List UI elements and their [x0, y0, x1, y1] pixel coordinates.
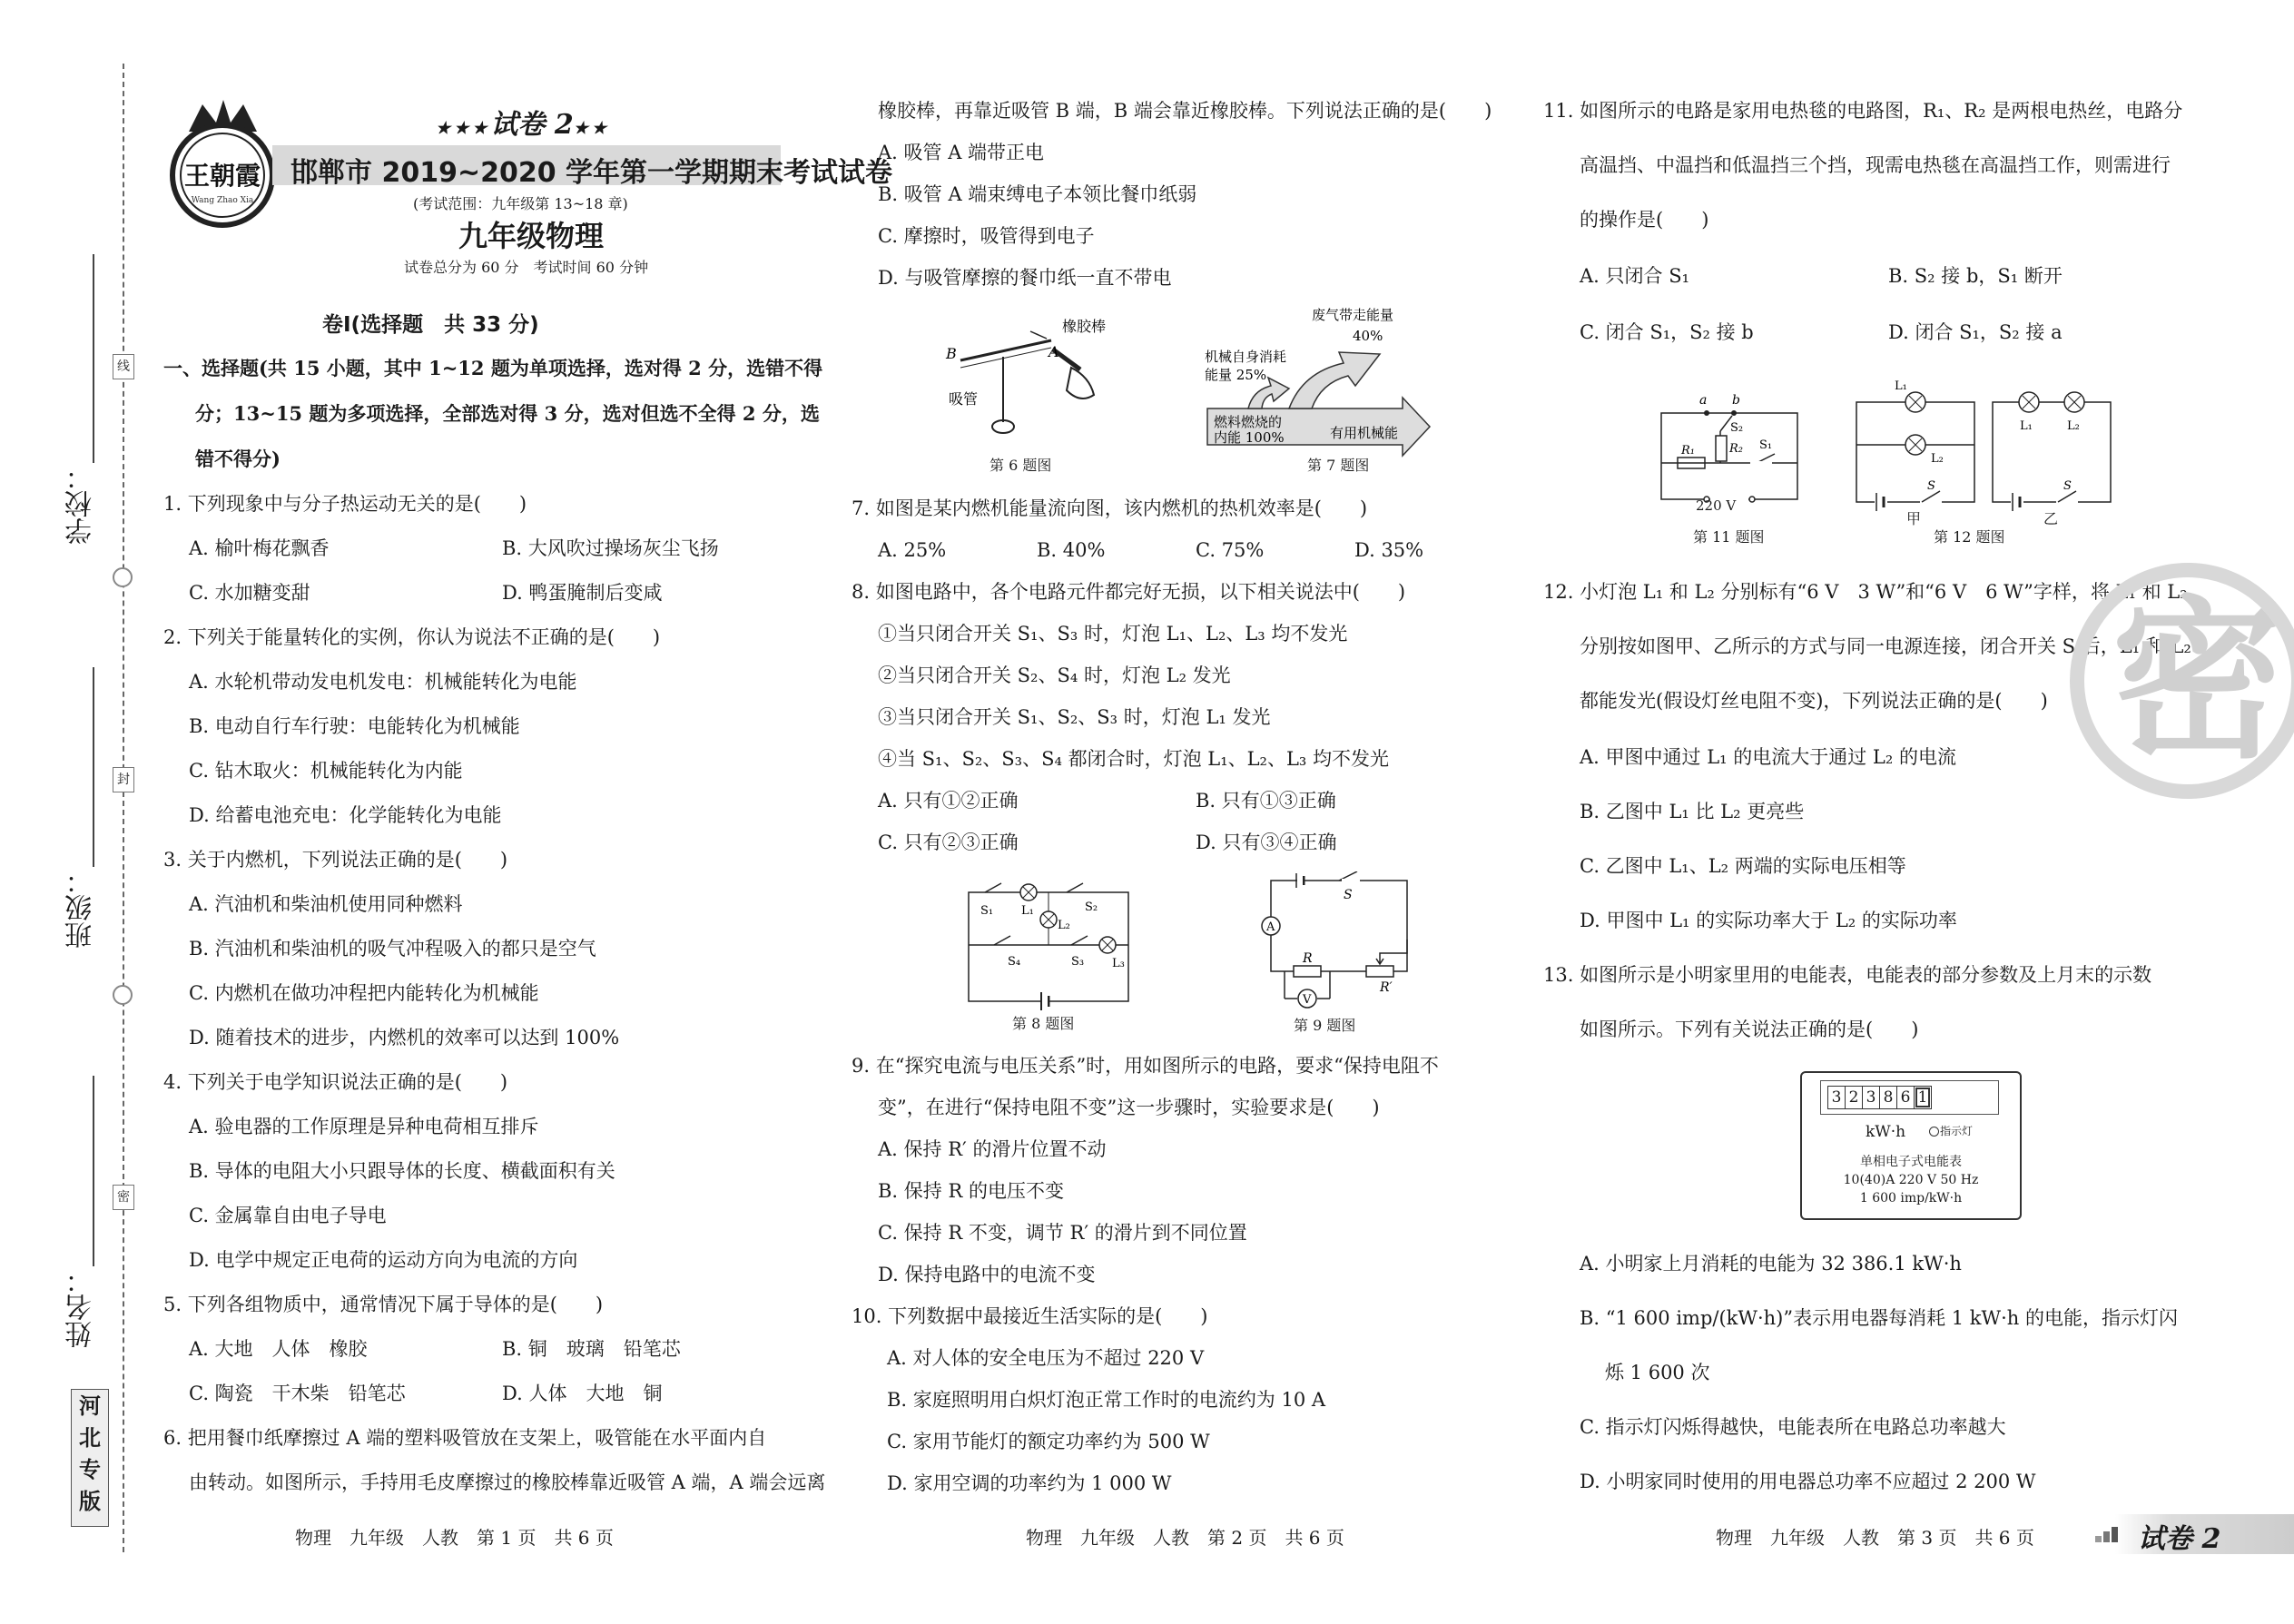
fig12-jia-l2: L₂ [1931, 452, 1944, 466]
publisher-logo [162, 95, 284, 231]
fig6-b-label: B [946, 345, 957, 362]
question-stem: 13. 如图所示是小明家里用的电能表，电能表的部分参数及上月末的示数 [1543, 964, 2152, 986]
fig6-rod-label: 橡胶棒 [1062, 318, 1107, 335]
fig12-yi-s: S [2063, 479, 2072, 493]
figure-7 [1203, 300, 1466, 472]
option-d[interactable]: D. 甲图中 L₁ 的实际功率大于 L₂ 的实际功率 [1580, 910, 1957, 931]
watermark-char: 密 [2112, 579, 2285, 782]
section-instructions: 分；13~15 题为多项选择，全部选对得 3 分，选对但选不全得 2 分，选 [195, 402, 820, 425]
option-c[interactable]: C. 金属靠自由电子导电 [189, 1205, 387, 1226]
fig8-l2: L₂ [1058, 919, 1070, 932]
electric-meter [1800, 1071, 2022, 1220]
option-c[interactable]: C. 内燃机在做功冲程把内能转化为机械能 [189, 982, 539, 1004]
class-line [93, 667, 94, 867]
option-d[interactable]: D. 随着技术的进步，内燃机的效率可以达到 100% [189, 1027, 620, 1048]
fig11-voltage: 220 V [1696, 497, 1737, 514]
option-c[interactable]: C. 保持 R 不变，调节 R′ 的滑片到不同位置 [878, 1222, 1247, 1244]
option-a[interactable]: A. 保持 R′ 的滑片位置不动 [878, 1138, 1107, 1160]
fig7-exhaust-label: 废气带走能量 [1312, 307, 1394, 323]
option-c[interactable]: C. 乙图中 L₁、L₂ 两端的实际电压相等 [1580, 855, 1906, 877]
option-c[interactable]: C. 指示灯闪烁得越快，电能表所在电路总功率越大 [1580, 1416, 2006, 1438]
option-b[interactable]: B. 导体的电阻大小只跟导体的长度、横截面积有关 [189, 1160, 615, 1182]
fig8-l3: L₃ [1112, 957, 1125, 970]
fig11-b: b [1732, 393, 1740, 408]
logo-subtext: Wang Zhao Xia [191, 196, 254, 205]
option-d[interactable]: D. 35% [1354, 539, 1424, 561]
binding-hole-2 [113, 985, 133, 1005]
fig8-s1: S₁ [980, 904, 994, 918]
figure-8 [958, 876, 1139, 1035]
option-a[interactable]: A. 25% [878, 539, 947, 561]
option-d[interactable]: D. 与吸管摩擦的餐巾纸一直不带电 [878, 267, 1172, 289]
option-c[interactable]: C. 钻木取火：机械能转化为内能 [189, 760, 463, 782]
option-d[interactable]: D. 人体 大地 铜 [502, 1383, 663, 1404]
indicator-light-icon [1929, 1127, 1939, 1137]
exam-info: 试卷总分为 60 分 考试时间 60 分钟 [404, 259, 649, 276]
question-stem: 分别按如图甲、乙所示的方式与同一电源连接，闭合开关 S 后，L₁ 和 L₂ [1580, 635, 2191, 657]
page-footer: 物理 九年级 人教 第 1 页 共 6 页 [295, 1527, 614, 1549]
fig6-a-label: A [1049, 343, 1059, 360]
option-d[interactable]: D. 闭合 S₁，S₂ 接 a [1888, 321, 2063, 343]
school-label: 学校： [65, 463, 97, 545]
fig11-s2: S₂ [1730, 421, 1744, 435]
option-b[interactable]: B. S₂ 接 b，S₁ 断开 [1888, 265, 2063, 287]
option-a[interactable]: A. 甲图中通过 L₁ 的电流大于通过 L₂ 的电流 [1580, 746, 1956, 768]
question-stem: 如图所示。下列有关说法正确的是( ) [1580, 1019, 1919, 1040]
option-a[interactable]: A. 榆叶梅花飘香 [189, 537, 330, 559]
exam-title: 邯郸市 2019~2020 学年第一学期期末考试试卷 [290, 157, 893, 189]
figure-caption: 第 11 题图 [1693, 528, 1765, 546]
page-footer: 物理 九年级 人教 第 3 页 共 6 页 [1716, 1527, 2034, 1549]
fig9-v: V [1303, 993, 1312, 1007]
fig11-r1: R₁ [1681, 444, 1695, 458]
question-stem: 的操作是( ) [1580, 209, 1709, 231]
option-b[interactable]: B. 吸管 A 端束缚电子本领比餐巾纸弱 [878, 183, 1197, 205]
question-stem: 1. 下列现象中与分子热运动无关的是( ) [163, 493, 527, 515]
option-d[interactable]: D. 给蓄电池充电：化学能转化为电能 [189, 804, 502, 826]
subject-title: 九年级物理 [458, 219, 605, 253]
page-footer: 物理 九年级 人教 第 2 页 共 6 页 [1026, 1527, 1344, 1549]
question-stem: 2. 下列关于能量转化的实例，你认为说法不正确的是( ) [163, 626, 661, 648]
question-stem: 5. 下列各组物质中，通常情况下属于导体的是( ) [163, 1294, 604, 1315]
fig7-mechloss-label: 机械自身消耗 [1205, 349, 1287, 365]
option-b[interactable]: B. 铜 玻璃 铅笔芯 [502, 1338, 681, 1360]
figure-caption: 第 8 题图 [1012, 1015, 1075, 1032]
option-d[interactable]: D. 鸭蛋腌制后变咸 [502, 582, 663, 604]
option-b[interactable]: B. 家庭照明用白炽灯泡正常工作时的电流约为 10 A [887, 1389, 1326, 1411]
option-c[interactable]: C. 陶瓷 干木柴 铅笔芯 [189, 1383, 406, 1404]
name-line [93, 1076, 94, 1266]
question-stem: 由转动。如图所示，手持用毛皮摩擦过的橡胶棒靠近吸管 A 端，A 端会远离 [189, 1471, 826, 1493]
question-stem: 7. 如图是某内燃机能量流向图，该内燃机的热机效率是( ) [852, 497, 1368, 519]
option-b[interactable]: B. 保持 R 的电压不变 [878, 1180, 1064, 1202]
fig11-r2: R₂ [1729, 442, 1743, 456]
option-a[interactable]: A. 只有①②正确 [878, 790, 1019, 812]
option-c[interactable]: C. 只有②③正确 [878, 832, 1019, 853]
meter-digit: 2 [1846, 1087, 1863, 1108]
fig7-mechloss-pct: 能量 25% [1205, 367, 1267, 383]
question-stem: 4. 下列关于电学知识说法正确的是( ) [163, 1071, 508, 1093]
question-stem: 3. 关于内燃机，下列说法正确的是( ) [163, 849, 508, 871]
section-instructions: 一、选择题(共 15 小题，其中 1~12 题为单项选择，选对得 2 分，选错不得 [163, 357, 823, 379]
option-a[interactable]: A. 水轮机带动发电机发电：机械能转化为电能 [189, 671, 577, 693]
meter-spec: 10(40)A 220 V 50 Hz [1843, 1173, 1979, 1187]
meter-digit: 3 [1863, 1087, 1880, 1108]
paper-badge: ★★★试卷 2★★ [436, 109, 611, 141]
question-stem: 10. 下列数据中最接近生活实际的是( ) [852, 1305, 1208, 1327]
figure-caption: 第 12 题图 [1934, 528, 2005, 546]
meter-name: 单相电子式电能表 [1860, 1155, 1962, 1169]
option-a[interactable]: A. 对人体的安全电压为不超过 220 V [887, 1347, 1205, 1369]
option-b[interactable]: B. 大风吹过操场灰尘飞扬 [502, 537, 719, 559]
option-d[interactable]: D. 保持电路中的电流不变 [878, 1264, 1096, 1285]
fig9-r: R [1303, 951, 1313, 966]
section-title: 卷Ⅰ(选择题 共 33 分) [322, 313, 539, 337]
option-b[interactable]: B. 40% [1037, 539, 1106, 561]
fig12-yi-l1: L₁ [2020, 419, 2033, 433]
option-d[interactable]: D. 小明家同时使用的用电器总功率不应超过 2 200 W [1580, 1471, 2036, 1492]
option-c[interactable]: C. 水加糖变甜 [189, 582, 310, 604]
question-stem: 6. 把用餐巾纸摩擦过 A 端的塑料吸管放在支架上，吸管能在水平面内自 [163, 1427, 767, 1449]
region-tag [71, 1389, 109, 1527]
option-b[interactable]: B. 电动自行车行驶：电能转化为机械能 [189, 715, 520, 737]
question-stem: 11. 如图所示的电路是家用电热毯的电路图，R₁、R₂ 是两根电热丝，电路分 [1543, 100, 2183, 122]
binding-dash-line [123, 64, 124, 1552]
fig7-useful-label: 有用机械能 [1330, 425, 1399, 441]
option-d[interactable]: D. 只有③④正确 [1196, 832, 1337, 853]
figure-6 [944, 313, 1135, 474]
fig8-s2: S₂ [1085, 901, 1098, 914]
option-b[interactable]: B. “1 600 imp/(kW·h)”表示用电器每消耗 1 kW·h 的电能，指示灯闪 [1580, 1307, 2178, 1329]
fig8-l1: L₁ [1021, 904, 1034, 918]
option-a[interactable]: A. 验电器的工作原理是异种电荷相互排斥 [189, 1116, 539, 1137]
question-stem: 变”，在进行“保持电阻不变”这一步骤时，实验要求是( ) [878, 1097, 1380, 1118]
meter-digit: 6 [1897, 1087, 1915, 1108]
figure-11 [1652, 390, 1816, 554]
option-b[interactable]: B. 汽油机和柴油机的吸气冲程吸入的都只是空气 [189, 938, 596, 960]
seal-mark-seal: 封 [113, 767, 134, 792]
figure-caption: 第 7 题图 [1307, 457, 1370, 474]
corner-badge-dots [2095, 1527, 2117, 1543]
fig11-s1: S₁ [1759, 438, 1773, 452]
watermark-seal [2070, 563, 2294, 799]
class-label: 班级： [65, 867, 97, 949]
question-stem: 9. 在“探究电流与电压关系”时，用如图所示的电路，要求“保持电阻不 [852, 1055, 1439, 1077]
meter-digit-decimal: 1 [1915, 1087, 1931, 1108]
question-stem: 12. 小灯泡 L₁ 和 L₂ 分别标有“6 V 3 W”和“6 V 6 W”字样，将 L₁ 和 L₂ [1543, 581, 2188, 603]
exam-scope: (考试范围：九年级第 13~18 章) [413, 195, 628, 212]
statement: ③当只闭合开关 S₁、S₂、S₃ 时，灯泡 L₁ 发光 [878, 706, 1271, 728]
fig8-s3: S₃ [1071, 955, 1085, 969]
fig12-jia-l1: L₁ [1895, 379, 1907, 393]
meter-indicator-label: 指示灯 [1940, 1125, 1974, 1137]
fig12-yi-l2: L₂ [2067, 419, 2080, 433]
figure-12 [1847, 377, 2120, 554]
meter-imp: 1 600 imp/kW·h [1859, 1191, 1963, 1206]
option-d[interactable]: D. 电学中规定正电荷的运动方向为电流的方向 [189, 1249, 578, 1271]
fig9-a: A [1266, 920, 1275, 934]
statement: ①当只闭合开关 S₁、S₃ 时，灯泡 L₁、L₂、L₃ 均不发光 [878, 623, 1348, 645]
region-char: 北 [79, 1424, 101, 1451]
meter-frame [1820, 1080, 1999, 1115]
option-a[interactable]: A. 小明家上月消耗的电能为 32 386.1 kW·h [1580, 1253, 1962, 1275]
option-a[interactable]: A. 汽油机和柴油机使用同种燃料 [189, 893, 463, 915]
fig11-a: a [1699, 393, 1708, 408]
option-c[interactable]: C. 家用节能灯的额定功率约为 500 W [887, 1431, 1210, 1452]
option-d[interactable]: D. 家用空调的功率约为 1 000 W [887, 1472, 1172, 1494]
binding-hole-1 [113, 567, 133, 587]
fig8-s4: S₄ [1008, 955, 1021, 969]
region-char: 河 [79, 1393, 101, 1419]
meter-unit: kW·h [1866, 1123, 1906, 1141]
statement: ②当只闭合开关 S₂、S₄ 时，灯泡 L₂ 发光 [878, 664, 1231, 686]
fig7-fuel-label: 燃料燃烧的 [1214, 414, 1283, 430]
option-a[interactable]: A. 吸管 A 端带正电 [878, 142, 1045, 163]
seal-mark-line: 线 [113, 354, 134, 379]
fig9-s: S [1344, 888, 1353, 902]
corner-badge: 试卷 2 [2138, 1523, 2221, 1555]
fig9-rp: R′ [1380, 980, 1393, 995]
fig12-jia: 甲 [1906, 510, 1922, 527]
region-char: 版 [79, 1488, 101, 1514]
option-b[interactable]: B. 乙图中 L₁ 比 L₂ 更亮些 [1580, 801, 1805, 822]
option-b[interactable]: B. 只有①③正确 [1196, 790, 1336, 812]
fig12-yi: 乙 [2043, 510, 2059, 527]
figure-caption: 第 6 题图 [989, 457, 1052, 474]
seal-mark-dense: 密 [113, 1185, 134, 1210]
region-char: 专 [79, 1456, 101, 1482]
question-stem: 橡胶棒，再靠近吸管 B 端，B 端会靠近橡胶棒。下列说法正确的是( ) [878, 100, 1492, 122]
statement: ④当 S₁、S₂、S₃、S₄ 都闭合时，灯泡 L₁、L₂、L₃ 均不发光 [878, 748, 1390, 770]
meter-digit: 3 [1828, 1087, 1846, 1108]
fig7-exhaust-pct: 40% [1353, 328, 1383, 344]
figure-9 [1253, 871, 1416, 1035]
question-stem: 都能发光(假设灯丝电阻不变)，下列说法正确的是( ) [1580, 690, 2048, 712]
fig6-straw-label: 吸管 [949, 390, 979, 408]
option-c[interactable]: C. 摩擦时，吸管得到电子 [878, 225, 1095, 247]
meter-digit: 8 [1880, 1087, 1897, 1108]
question-stem: 8. 如图电路中，各个电路元件都完好无损，以下相关说法中( ) [852, 581, 1406, 603]
option-c[interactable]: C. 75% [1196, 539, 1265, 561]
logo-text: 王朝霞 [183, 161, 261, 191]
question-stem: 高温挡、中温挡和低温挡三个挡，现需电热毯在高温挡工作，则需进行 [1580, 154, 2171, 176]
name-label: 姓名： [65, 1266, 97, 1348]
option-c[interactable]: C. 闭合 S₁，S₂ 接 b [1580, 321, 1754, 343]
option-a[interactable]: A. 大地 人体 橡胶 [189, 1338, 368, 1360]
option-b-cont: 烁 1 600 次 [1605, 1362, 1710, 1383]
school-line [93, 254, 94, 463]
fig12-jia-s: S [1927, 479, 1935, 493]
option-a[interactable]: A. 只闭合 S₁ [1580, 265, 1689, 287]
fig7-fuel-pct: 内能 100% [1214, 429, 1285, 446]
section-instructions: 错不得分) [195, 448, 281, 470]
figure-caption: 第 9 题图 [1294, 1017, 1356, 1034]
